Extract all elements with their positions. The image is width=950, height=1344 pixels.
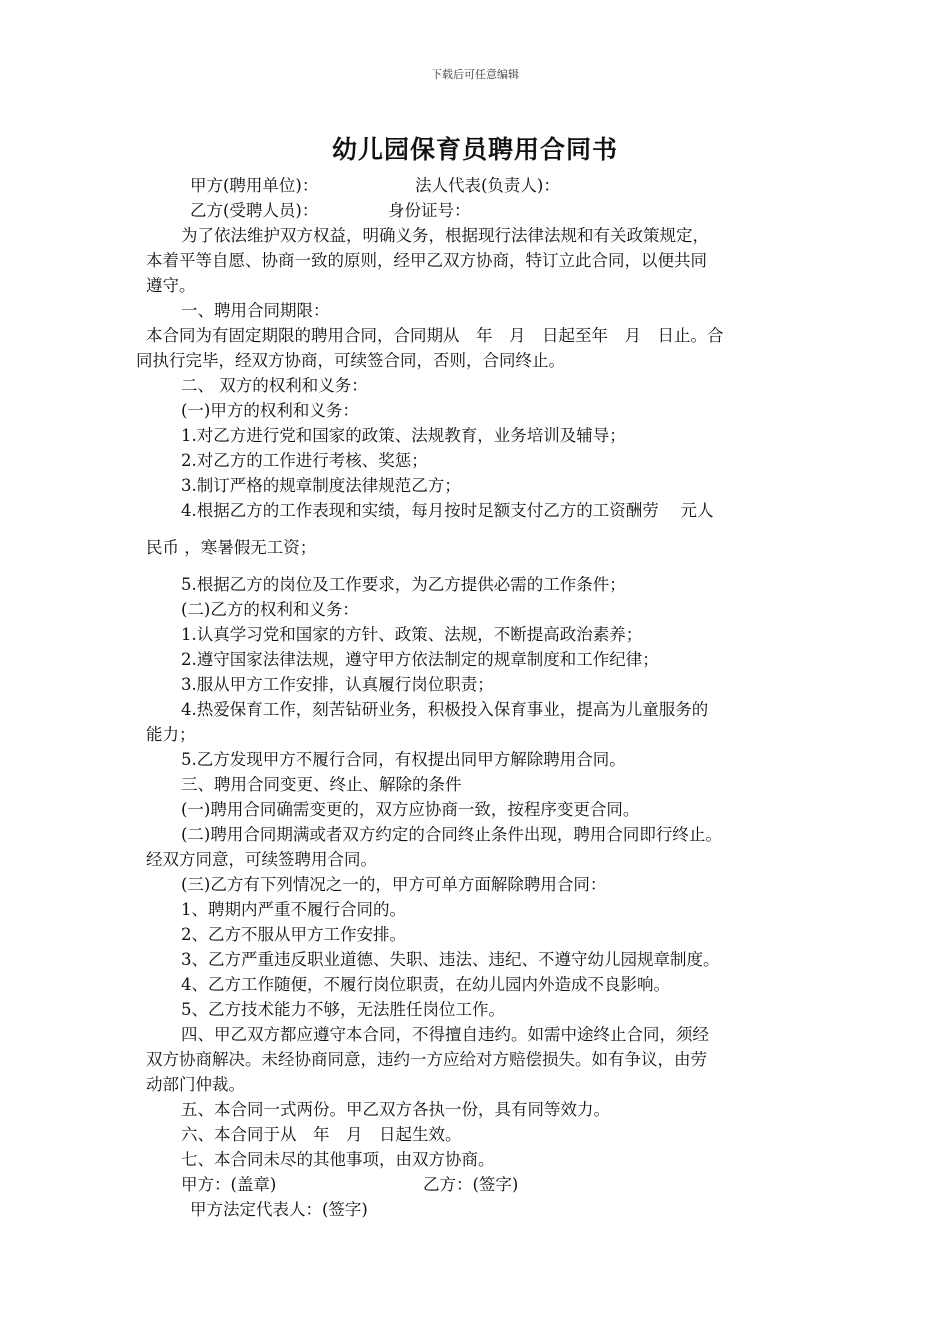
section-6-text: 六、本合同于从 年 月 日起生效。 bbox=[181, 1125, 462, 1144]
section-3-item: (二)聘用合同期满或者双方约定的合同终止条件出现，聘用合同即行终止。 bbox=[181, 825, 722, 844]
termination-condition: 4、乙方工作随便，不履行岗位职责，在幼儿园内外造成不良影响。 bbox=[181, 975, 670, 994]
party-b-label: 乙方(受聘人员)： bbox=[190, 201, 319, 220]
section-1-text: 本合同为有固定期限的聘用合同，合同期从 年 月 日起至年 月 日止。合 bbox=[146, 326, 724, 345]
party-a-duty-item: 5.根据乙方的岗位及工作要求，为乙方提供必需的工作条件； bbox=[181, 575, 626, 594]
section-3-item: (三)乙方有下列情况之一的，甲方可单方面解除聘用合同： bbox=[181, 875, 607, 894]
section-5-text: 五、本合同一式两份。甲乙双方各执一份，具有同等效力。 bbox=[181, 1100, 610, 1119]
section-3-item: (一)聘用合同确需变更的，双方应协商一致，按程序变更合同。 bbox=[181, 800, 640, 819]
party-b-duty-item: 2.遵守国家法律法规，遵守甲方依法制定的规章制度和工作纪律； bbox=[181, 650, 659, 669]
preamble-line: 本着平等自愿、协商一致的原则，经甲乙双方协商，特订立此合同，以便共同 bbox=[146, 251, 707, 270]
section-3-heading: 三、聘用合同变更、终止、解除的条件 bbox=[181, 775, 462, 794]
party-b-duty-item: 能力； bbox=[146, 725, 196, 744]
section-4-text: 双方协商解决。未经协商同意，违约一方应给对方赔偿损失。如有争议，由劳 bbox=[146, 1050, 707, 1069]
party-a-duty-item: 4.根据乙方的工作表现和实绩，每月按时足额支付乙方的工资酬劳 元人 bbox=[181, 501, 714, 520]
termination-condition: 1、聘期内严重不履行合同的。 bbox=[181, 900, 406, 919]
party-a-duty-item: 2.对乙方的工作进行考核、奖惩； bbox=[181, 451, 428, 470]
party-a-label: 甲方(聘用单位)： bbox=[190, 176, 319, 195]
section-3-item: 经双方同意，可续签聘用合同。 bbox=[146, 850, 377, 869]
party-a-seal-line: 甲方：(盖章) bbox=[181, 1175, 277, 1194]
section-2-heading: 二、 双方的权利和义务： bbox=[181, 376, 368, 395]
section-7-text: 七、本合同未尽的其他事项，由双方协商。 bbox=[181, 1150, 495, 1169]
party-b-sign-line: 乙方：(签字) bbox=[423, 1175, 519, 1194]
preamble-line: 为了依法维护双方权益，明确义务，根据现行法律法规和有关政策规定， bbox=[181, 226, 709, 245]
party-b-duty-item: 5.乙方发现甲方不履行合同，有权提出同甲方解除聘用合同。 bbox=[181, 750, 626, 769]
party-a-duty-item: 民币 ，寒暑假无工资； bbox=[146, 538, 317, 557]
termination-condition: 3、乙方严重违反职业道德、失职、违法、违纪、不遵守幼儿园规章制度。 bbox=[181, 950, 720, 969]
legal-rep-label: 法人代表(负责人)： bbox=[415, 176, 560, 195]
section-1-text: 同执行完毕，经双方协商，可续签合同，否则，合同终止。 bbox=[136, 351, 565, 370]
legal-rep-sign-line: 甲方法定代表人：(签字) bbox=[190, 1200, 368, 1219]
section-4-text: 动部门仲裁。 bbox=[146, 1075, 245, 1094]
header-note: 下载后可任意编辑 bbox=[431, 68, 519, 81]
preamble-line: 遵守。 bbox=[146, 276, 196, 295]
party-a-duty-item: 1.对乙方进行党和国家的政策、法规教育，业务培训及辅导； bbox=[181, 426, 626, 445]
termination-condition: 5、乙方技术能力不够，无法胜任岗位工作。 bbox=[181, 1000, 505, 1019]
party-b-duty-item: 1.认真学习党和国家的方针、政策、法规，不断提高政治素养； bbox=[181, 625, 643, 644]
id-number-label: 身份证号： bbox=[388, 201, 471, 220]
party-b-duty-item: 4.热爱保育工作，刻苦钻研业务，积极投入保育事业，提高为儿童服务的 bbox=[181, 700, 709, 719]
section-4-text: 四、甲乙双方都应遵守本合同，不得擅自违约。如需中途终止合同，须经 bbox=[181, 1025, 709, 1044]
termination-condition: 2、乙方不服从甲方工作安排。 bbox=[181, 925, 406, 944]
party-a-duty-item: 3.制订严格的规章制度法律规范乙方； bbox=[181, 476, 461, 495]
party-b-duty-item: 3.服从甲方工作安排，认真履行岗位职责； bbox=[181, 675, 494, 694]
document-title: 幼儿园保育员聘用合同书 bbox=[331, 135, 618, 164]
party-a-duties-heading: (一)甲方的权利和义务： bbox=[181, 401, 359, 420]
party-b-duties-heading: (二)乙方的权利和义务： bbox=[181, 600, 359, 619]
section-1-heading: 一、聘用合同期限： bbox=[181, 301, 330, 320]
